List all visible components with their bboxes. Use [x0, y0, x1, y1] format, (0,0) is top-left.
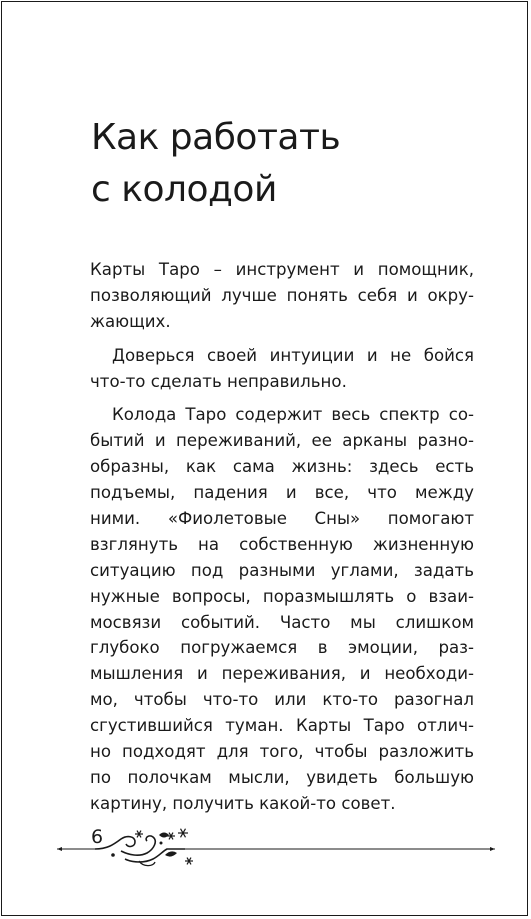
chapter-title	[91, 112, 340, 216]
text-line: глубоко погружаемся в эмоции, раз-	[90, 638, 474, 658]
paragraph	[90, 257, 474, 335]
text-line: Колода Таро содержит весь спектр со-	[112, 405, 474, 425]
body-text	[90, 257, 474, 825]
text-line: сгустившийся туман. Карты Таро отлич-	[90, 716, 474, 736]
text-line: что-то сделать неправильно.	[90, 371, 347, 391]
text-line: по полочкам мысли, увидеть большую	[90, 767, 474, 787]
paragraph	[90, 343, 474, 395]
page-number: 6	[91, 826, 104, 848]
text-line: картину, получить какой-то совет.	[90, 793, 396, 813]
text-line: Карты Таро – инструмент и помощник,	[90, 260, 474, 279]
text-line: позволяющий лучше понять себя и окру-	[90, 285, 474, 305]
text-line: но подходят для того, чтобы разложить	[90, 742, 474, 762]
paragraph	[90, 402, 474, 816]
text-line: Доверься своей интуиции и не бойся	[112, 345, 474, 365]
text-line: образны, как сама жизнь: здесь есть	[90, 457, 474, 477]
text-line: мышления и переживания, и необходи-	[90, 664, 474, 684]
text-line: ними. «Фиолетовые Сны» помогают	[90, 509, 474, 529]
text-line: нужные вопросы, поразмышлять о взаи-	[90, 586, 474, 606]
text-line: ситуацию под разными углами, задать	[90, 560, 474, 580]
text-line: бытий и переживаний, ее арканы разно-	[90, 431, 474, 451]
text-line: мо, чтобы что-то или кто-то разогнал	[90, 690, 474, 710]
text-line: жающих.	[90, 311, 171, 331]
chapter-title-line: Как работать	[91, 117, 341, 158]
text-line: взглянуть на собственную жизненную	[90, 534, 474, 554]
text-line: подъемы, падения и все, что между	[90, 483, 474, 503]
text-line: мосвязи событий. Часто мы слишком	[90, 612, 474, 632]
chapter-title-line: с колодой	[91, 169, 277, 210]
floral-ornament-icon	[55, 825, 499, 869]
